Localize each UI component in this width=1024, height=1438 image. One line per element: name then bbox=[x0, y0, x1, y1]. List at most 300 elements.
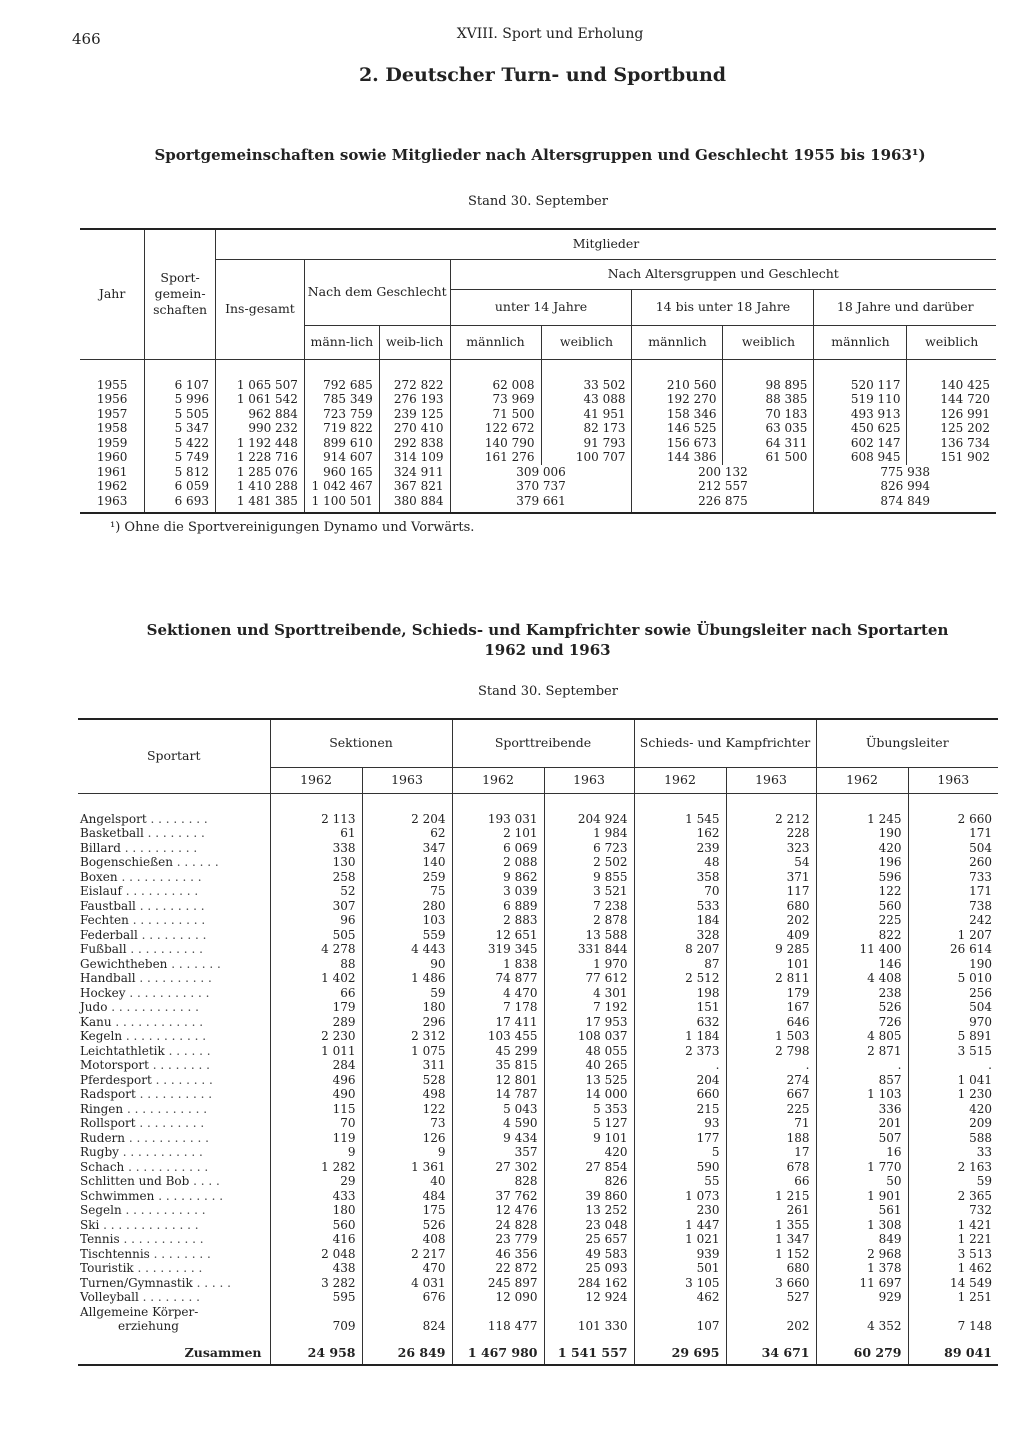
table-cell-merged: 212 557 bbox=[632, 479, 814, 494]
table-cell: 46 356 bbox=[452, 1247, 544, 1262]
table-cell: 1 075 bbox=[362, 1044, 452, 1059]
sportart-label bbox=[78, 1261, 270, 1276]
col-14-18-w: weiblich bbox=[723, 325, 814, 359]
table-cell: . bbox=[816, 1058, 908, 1073]
table-cell: 678 bbox=[726, 1160, 816, 1175]
table-cell: 11 697 bbox=[816, 1276, 908, 1291]
table-cell: 1 503 bbox=[726, 1029, 816, 1044]
table-cell: 5 127 bbox=[544, 1116, 634, 1131]
table-row bbox=[78, 1145, 998, 1160]
table-cell: 66 bbox=[270, 986, 362, 1001]
table-cell: 3 515 bbox=[908, 1044, 998, 1059]
sportart-label bbox=[78, 971, 270, 986]
sportart-label bbox=[78, 1290, 270, 1305]
leader-dots: . . . . . . . . . . . . bbox=[111, 1014, 204, 1029]
sportart-name: Turnen/Gymnastik bbox=[80, 1275, 193, 1290]
leader-dots: . . . . . . . . . . . bbox=[121, 1203, 206, 1217]
table-cell: 177 bbox=[634, 1131, 726, 1146]
table-row bbox=[78, 1000, 998, 1015]
col-geschlecht-weiblich: weib-lich bbox=[379, 325, 450, 359]
table-cell: 1 230 bbox=[908, 1087, 998, 1102]
table-cell: 71 bbox=[726, 1116, 816, 1131]
table-cell: 259 bbox=[362, 870, 452, 885]
table-row bbox=[78, 1029, 998, 1044]
page-number: 466 bbox=[72, 30, 101, 48]
table-cell: 324 911 bbox=[379, 465, 450, 480]
table-cell: 371 bbox=[726, 870, 816, 885]
table-cell: 2 373 bbox=[634, 1044, 726, 1059]
col-u14-m: männlich bbox=[450, 325, 541, 359]
table-cell: 2 883 bbox=[452, 913, 544, 928]
table-cell: 2 101 bbox=[452, 826, 544, 841]
sportart-label bbox=[78, 1276, 270, 1291]
leader-dots: . . . . . bbox=[192, 1275, 231, 1290]
col-schieds-kampfrichter: Schieds- und Kampfrichter bbox=[634, 719, 816, 767]
sportart-name: Rollsport bbox=[80, 1116, 136, 1130]
table-cell: 61 500 bbox=[723, 450, 814, 465]
sportart-label bbox=[78, 1087, 270, 1102]
sportart-label bbox=[78, 928, 270, 943]
table-cell: 37 762 bbox=[452, 1189, 544, 1204]
leader-dots: . . . . . . . . bbox=[146, 811, 208, 826]
table-cell: 204 bbox=[634, 1073, 726, 1088]
table-cell: 2 088 bbox=[452, 855, 544, 870]
table-cell: 4 278 bbox=[270, 942, 362, 957]
table-cell: 125 202 bbox=[907, 421, 996, 436]
sportart-label bbox=[78, 793, 270, 826]
leader-dots: . . . . . . . . . bbox=[135, 1116, 205, 1130]
table1-body bbox=[80, 359, 996, 513]
table-cell: 101 bbox=[726, 957, 816, 972]
table-cell: 1 486 bbox=[362, 971, 452, 986]
table-cell: 2 811 bbox=[726, 971, 816, 986]
table-row bbox=[78, 1261, 998, 1276]
table-cell: 416 bbox=[270, 1232, 362, 1247]
table-cell: 23 779 bbox=[452, 1232, 544, 1247]
sportart-name: Motorsport bbox=[80, 1058, 149, 1072]
sportart-label bbox=[78, 1131, 270, 1146]
table-cell: 719 822 bbox=[304, 421, 379, 436]
table-cell: 88 bbox=[270, 957, 362, 972]
table-cell: 25 657 bbox=[544, 1232, 634, 1247]
table-cell: 484 bbox=[362, 1189, 452, 1204]
sportart-label bbox=[78, 841, 270, 856]
col-geschlecht-maennlich: männ-lich bbox=[304, 325, 379, 359]
table-cell: 193 031 bbox=[452, 793, 544, 826]
table-cell: 171 bbox=[908, 826, 998, 841]
table-cell: 4 031 bbox=[362, 1276, 452, 1291]
leader-dots: . . . . . . . . . . bbox=[135, 971, 212, 985]
table-row bbox=[78, 1276, 998, 1291]
table-cell: 1 308 bbox=[816, 1218, 908, 1233]
table-cell: 501 bbox=[634, 1261, 726, 1276]
table2-body bbox=[78, 793, 998, 1365]
table-cell: 87 bbox=[634, 957, 726, 972]
table-cell: 258 bbox=[270, 870, 362, 885]
sportart-name: Segeln bbox=[80, 1203, 122, 1217]
table-cell: 1 901 bbox=[816, 1189, 908, 1204]
table2-stand: Stand 30. September bbox=[478, 684, 618, 699]
table-cell: 1 184 bbox=[634, 1029, 726, 1044]
table-cell: 1 021 bbox=[634, 1232, 726, 1247]
table-cell: 347 bbox=[362, 841, 452, 856]
table-cell: 136 734 bbox=[907, 436, 996, 451]
sportart-label bbox=[78, 870, 270, 885]
leader-dots: . . . . . . . . . . . . bbox=[107, 1000, 199, 1014]
table-cell: 144 386 bbox=[632, 450, 723, 465]
table-cell: 284 bbox=[270, 1058, 362, 1073]
table-cell: 323 bbox=[726, 841, 816, 856]
table-row bbox=[80, 359, 996, 392]
table-cell: 1 347 bbox=[726, 1232, 816, 1247]
table-cell: 5 010 bbox=[908, 971, 998, 986]
table-cell: 3 513 bbox=[908, 1247, 998, 1262]
table-cell: 438 bbox=[270, 1261, 362, 1276]
leader-dots: . . . . . . . . . bbox=[133, 1261, 203, 1275]
table-cell: 9 434 bbox=[452, 1131, 544, 1146]
table-cell: 822 bbox=[816, 928, 908, 943]
col-schieds-1963: 1963 bbox=[726, 767, 816, 793]
table-cell: 88 385 bbox=[723, 392, 814, 407]
table-cell: 1 285 076 bbox=[215, 465, 304, 480]
table-cell: 914 607 bbox=[304, 450, 379, 465]
table-cell: 9 bbox=[270, 1145, 362, 1160]
col-sport-1962: 1962 bbox=[452, 767, 544, 793]
table-cell: 151 902 bbox=[907, 450, 996, 465]
table-cell: 12 924 bbox=[544, 1290, 634, 1305]
table-cell: 70 bbox=[634, 884, 726, 899]
total-cell: 1 467 980 bbox=[452, 1334, 544, 1366]
table-cell: 260 bbox=[908, 855, 998, 870]
table-cell: 146 bbox=[816, 957, 908, 972]
table-cell: 66 bbox=[726, 1174, 816, 1189]
sportart-name: Tischtennis bbox=[80, 1246, 150, 1261]
table-cell: 75 bbox=[362, 884, 452, 899]
table-mitglieder bbox=[80, 228, 996, 514]
leader-dots: . . . . . . . . . . . . . bbox=[99, 1217, 199, 1232]
table-cell: 14 787 bbox=[452, 1087, 544, 1102]
sportart-name: Federball bbox=[80, 927, 138, 942]
table-cell: 498 bbox=[362, 1087, 452, 1102]
table-cell: 272 822 bbox=[379, 359, 450, 392]
table-cell: 6 723 bbox=[544, 841, 634, 856]
table-cell: 470 bbox=[362, 1261, 452, 1276]
leader-dots: . . . . . . . . . . . bbox=[122, 1029, 207, 1043]
table-cell: 1 545 bbox=[634, 793, 726, 826]
table-cell: 560 bbox=[816, 899, 908, 914]
table-cell: 17 bbox=[726, 1145, 816, 1160]
table-row bbox=[78, 1247, 998, 1262]
table-cell: 26 614 bbox=[908, 942, 998, 957]
table-cell: 190 bbox=[908, 957, 998, 972]
sportart-name: Faustball bbox=[80, 898, 136, 913]
table-cell: 73 bbox=[362, 1116, 452, 1131]
col-nach-geschlecht: Nach dem Geschlecht bbox=[304, 259, 450, 325]
table-cell: 115 bbox=[270, 1102, 362, 1117]
table-cell: 9 862 bbox=[452, 870, 544, 885]
table-cell: 27 854 bbox=[544, 1160, 634, 1175]
sportart-label bbox=[78, 957, 270, 972]
table-cell: 328 bbox=[634, 928, 726, 943]
sportart-label bbox=[78, 986, 270, 1001]
table-row bbox=[78, 1319, 998, 1334]
table-cell: 52 bbox=[270, 884, 362, 899]
table-cell: 1 073 bbox=[634, 1189, 726, 1204]
table2-title-line1: Sektionen und Sporttreibende, Schieds- und Kampfrichter sowie Übungsleiter nach Sportarten bbox=[146, 621, 949, 639]
table-cell: 939 bbox=[634, 1247, 726, 1262]
sportart-name: erziehung bbox=[78, 1319, 270, 1334]
table1-stand: Stand 30. September bbox=[468, 194, 608, 209]
table-cell: 723 759 bbox=[304, 407, 379, 422]
col-sportart: Sportart bbox=[78, 719, 270, 793]
table-cell: 1956 bbox=[80, 392, 145, 407]
sportart-label bbox=[78, 1189, 270, 1204]
table-cell: 119 bbox=[270, 1131, 362, 1146]
table-cell: 59 bbox=[908, 1174, 998, 1189]
col-uebungsleiter: Übungsleiter bbox=[816, 719, 998, 767]
sportart-label bbox=[78, 1218, 270, 1233]
table-cell: 960 165 bbox=[304, 465, 379, 480]
total-cell: 29 695 bbox=[634, 1334, 726, 1366]
table-cell: 1 207 bbox=[908, 928, 998, 943]
table-cell: 12 651 bbox=[452, 928, 544, 943]
sportart-name: Tennis bbox=[80, 1232, 120, 1246]
table-cell: 201 bbox=[816, 1116, 908, 1131]
table-cell: 1 402 bbox=[270, 971, 362, 986]
col-nach-altersgruppen: Nach Altersgruppen und Geschlecht bbox=[450, 259, 996, 289]
sportart-name: Touristik bbox=[80, 1261, 134, 1275]
table-cell: 2 968 bbox=[816, 1247, 908, 1262]
table-cell: 296 bbox=[362, 1015, 452, 1030]
table-cell: 857 bbox=[816, 1073, 908, 1088]
table1-title: Sportgemeinschaften sowie Mitglieder nach Altersgruppen und Geschlecht 1955 bis 1963¹) bbox=[154, 146, 926, 164]
sportart-label bbox=[78, 1174, 270, 1189]
table-cell: 175 bbox=[362, 1203, 452, 1218]
table-cell: 91 793 bbox=[541, 436, 632, 451]
table-row bbox=[78, 1131, 998, 1146]
table-cell: 1 361 bbox=[362, 1160, 452, 1175]
table-cell: 70 bbox=[270, 1116, 362, 1131]
table-cell: 64 311 bbox=[723, 436, 814, 451]
table-cell: 54 bbox=[726, 855, 816, 870]
table-cell: 519 110 bbox=[814, 392, 907, 407]
table-row bbox=[78, 870, 998, 885]
table-cell: 1 421 bbox=[908, 1218, 998, 1233]
col-uebung-1963: 1963 bbox=[908, 767, 998, 793]
table-cell: 420 bbox=[816, 841, 908, 856]
total-cell: 89 041 bbox=[908, 1334, 998, 1366]
table-cell: 239 125 bbox=[379, 407, 450, 422]
sportart-name: Ringen bbox=[80, 1101, 124, 1116]
table-cell: 520 117 bbox=[814, 359, 907, 392]
sportart-label bbox=[78, 899, 270, 914]
table-cell: 50 bbox=[816, 1174, 908, 1189]
sportart-name: Bogenschießen bbox=[80, 855, 173, 869]
table-cell: 526 bbox=[362, 1218, 452, 1233]
table-cell: 1 838 bbox=[452, 957, 544, 972]
table-cell: 4 805 bbox=[816, 1029, 908, 1044]
table-cell: 590 bbox=[634, 1160, 726, 1175]
table-cell: 1 065 507 bbox=[215, 359, 304, 392]
leader-dots: . . . . . . . . . . . bbox=[119, 1232, 204, 1246]
table-cell: 1960 bbox=[80, 450, 145, 465]
table-cell: 1955 bbox=[80, 359, 145, 392]
table-cell: 62 bbox=[362, 826, 452, 841]
table-cell-merged: 370 737 bbox=[450, 479, 632, 494]
table-cell: 338 bbox=[270, 841, 362, 856]
table-cell: 239 bbox=[634, 841, 726, 856]
sportart-label bbox=[78, 1247, 270, 1262]
table-cell: 3 521 bbox=[544, 884, 634, 899]
table-cell: 25 093 bbox=[544, 1261, 634, 1276]
table-cell: 108 037 bbox=[544, 1029, 634, 1044]
table-cell: 228 bbox=[726, 826, 816, 841]
table-cell: 826 bbox=[544, 1174, 634, 1189]
table-cell: 45 299 bbox=[452, 1044, 544, 1059]
total-cell: 34 671 bbox=[726, 1334, 816, 1366]
table-row bbox=[78, 1015, 998, 1030]
table-row bbox=[80, 465, 996, 480]
table-cell: 496 bbox=[270, 1073, 362, 1088]
table-cell-merged: 379 661 bbox=[450, 494, 632, 514]
col-18-plus: 18 Jahre und darüber bbox=[814, 289, 996, 325]
table-cell: 49 583 bbox=[544, 1247, 634, 1262]
table-cell: 602 147 bbox=[814, 436, 907, 451]
table-cell: 140 425 bbox=[907, 359, 996, 392]
table-cell-empty bbox=[544, 1305, 634, 1320]
table-cell: 9 855 bbox=[544, 870, 634, 885]
table-cell: 5 347 bbox=[145, 421, 216, 436]
sportart-label bbox=[78, 1116, 270, 1131]
sportart-name: Billard bbox=[80, 840, 121, 855]
table-cell: 40 bbox=[362, 1174, 452, 1189]
leader-dots: . . . . . . . . . . bbox=[128, 913, 206, 927]
table-cell: 1 042 467 bbox=[304, 479, 379, 494]
table-cell: 33 502 bbox=[541, 359, 632, 392]
table-cell: 210 560 bbox=[632, 359, 723, 392]
table-cell: 55 bbox=[634, 1174, 726, 1189]
col-sport-1963: 1963 bbox=[544, 767, 634, 793]
table-cell: 8 207 bbox=[634, 942, 726, 957]
table-cell: 709 bbox=[270, 1319, 362, 1334]
table-row bbox=[78, 971, 998, 986]
table-cell: 74 877 bbox=[452, 971, 544, 986]
sportart-name: Basketball bbox=[80, 826, 144, 840]
table2-title-line2: 1962 und 1963 bbox=[484, 641, 611, 659]
table-cell: 608 945 bbox=[814, 450, 907, 465]
table-cell: 23 048 bbox=[544, 1218, 634, 1233]
table-cell: 118 477 bbox=[452, 1319, 544, 1334]
table-cell: 667 bbox=[726, 1087, 816, 1102]
table-cell: 1 100 501 bbox=[304, 494, 379, 514]
table-cell: 358 bbox=[634, 870, 726, 885]
leader-dots: . . . . . . . . . . bbox=[126, 942, 203, 956]
table-cell: 311 bbox=[362, 1058, 452, 1073]
col-u14-w: weiblich bbox=[541, 325, 632, 359]
table-cell: 2 878 bbox=[544, 913, 634, 928]
table-cell: 559 bbox=[362, 928, 452, 943]
table-row bbox=[78, 855, 998, 870]
table-cell: 4 301 bbox=[544, 986, 634, 1001]
table-cell: 3 105 bbox=[634, 1276, 726, 1291]
table-cell: 103 455 bbox=[452, 1029, 544, 1044]
table-cell: 9 bbox=[362, 1145, 452, 1160]
table-cell: 632 bbox=[634, 1015, 726, 1030]
table-row bbox=[78, 1087, 998, 1102]
leader-dots: . . . . . . . . . bbox=[137, 927, 207, 942]
table-row bbox=[78, 1174, 998, 1189]
table-cell: . bbox=[726, 1058, 816, 1073]
leader-dots: . . . . . . bbox=[172, 855, 219, 869]
table-cell: 1 152 bbox=[726, 1247, 816, 1262]
col-sportgemeinschaften: Sport-gemein-schaften bbox=[145, 229, 216, 359]
table-cell: 158 346 bbox=[632, 407, 723, 422]
table-cell: 198 bbox=[634, 986, 726, 1001]
table-cell: 1 282 bbox=[270, 1160, 362, 1175]
table-row bbox=[80, 436, 996, 451]
table-cell: 561 bbox=[816, 1203, 908, 1218]
leader-dots: . . . . . . . . . . . bbox=[117, 869, 202, 884]
table-cell-empty bbox=[452, 1305, 544, 1320]
table-cell: 261 bbox=[726, 1203, 816, 1218]
table-cell-empty bbox=[362, 1305, 452, 1320]
table-cell: 676 bbox=[362, 1290, 452, 1305]
table-cell: 367 821 bbox=[379, 479, 450, 494]
sportart-name: Volleyball bbox=[80, 1290, 139, 1304]
table-cell: 4 408 bbox=[816, 971, 908, 986]
sportart-name: Rugby bbox=[80, 1145, 119, 1159]
sportart-label bbox=[78, 1015, 270, 1030]
table-cell-merged: 826 994 bbox=[814, 479, 996, 494]
col-insgesamt: Ins-gesamt bbox=[215, 259, 304, 359]
table-row bbox=[78, 1058, 998, 1073]
sportart-name: Rudern bbox=[80, 1130, 126, 1145]
table-cell: 151 bbox=[634, 1000, 726, 1015]
table-cell: . bbox=[634, 1058, 726, 1073]
col-sektionen: Sektionen bbox=[270, 719, 452, 767]
table-cell: 504 bbox=[908, 1000, 998, 1015]
total-label: Zusammen bbox=[78, 1334, 270, 1366]
table-cell: 48 055 bbox=[544, 1044, 634, 1059]
table-row bbox=[78, 928, 998, 943]
table-cell: 1 103 bbox=[816, 1087, 908, 1102]
table-cell: 93 bbox=[634, 1116, 726, 1131]
leader-dots: . . . . . . . . . . bbox=[135, 1087, 213, 1101]
sportart-name: Radsport bbox=[80, 1087, 136, 1101]
table-cell: 1 245 bbox=[816, 793, 908, 826]
sportart-label bbox=[78, 1073, 270, 1088]
table-cell: 13 252 bbox=[544, 1203, 634, 1218]
leader-dots: . . . . bbox=[189, 1174, 220, 1188]
table-cell: 7 238 bbox=[544, 899, 634, 914]
table-row bbox=[80, 479, 996, 494]
table-cell: 17 411 bbox=[452, 1015, 544, 1030]
table-cell-empty bbox=[908, 1305, 998, 1320]
table-cell: 990 232 bbox=[215, 421, 304, 436]
sportart-name: Schach bbox=[80, 1159, 125, 1174]
table-cell: 7 192 bbox=[544, 1000, 634, 1015]
table-cell: 12 090 bbox=[452, 1290, 544, 1305]
table-cell: 1957 bbox=[80, 407, 145, 422]
table-cell: 733 bbox=[908, 870, 998, 885]
table-cell: 103 bbox=[362, 913, 452, 928]
table-cell: 1959 bbox=[80, 436, 145, 451]
sportart-name: Schwimmen bbox=[80, 1188, 155, 1203]
sportart-name: Pferdesport bbox=[80, 1072, 152, 1087]
table-cell: 929 bbox=[816, 1290, 908, 1305]
table-cell-merged: 200 132 bbox=[632, 465, 814, 480]
table-cell: 824 bbox=[362, 1319, 452, 1334]
